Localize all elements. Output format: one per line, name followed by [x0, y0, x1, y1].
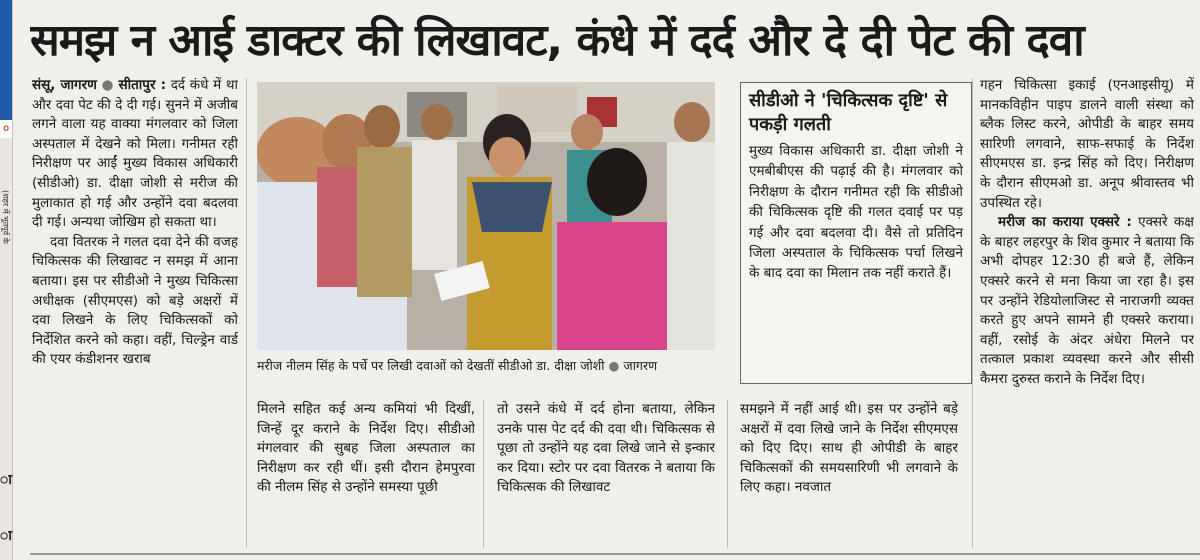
column-divider [483, 400, 484, 548]
byline-bullet-icon: ● [101, 77, 114, 93]
article-column-2: मिलने सहित कई अन्य कमियां भी दिखीं, जिन्हें दूर कराने के निर्देश दिए। सीडीओ मंगलवार की सुबह जिला अस्पताल का निरीक्षण कर रही थीं। इसी दौरान हेमपुरवा की नीलम सिंह से उन्होंने समस्या पूछी [257, 401, 475, 496]
page-edge-mark: o [0, 120, 12, 138]
article-column-5 [980, 76, 1194, 550]
headline: समझ न आई डाक्टर की लिखावट, कंधे में दर्द और दे दी पेट की दवा [30, 15, 1084, 66]
article-column-1 [32, 76, 238, 550]
page-edge-letter-1: ा [0, 472, 12, 488]
news-photo [257, 82, 715, 350]
col5-paragraph-1: गहन चिकित्सा इकाई (एनआइसीयू) में मानकविहीन पाइप डालने वाली संस्था को ब्लैक लिस्ट करने, ओपीडी के बाहर समय सारिणी लगवाने, साफ-सफाई के निर्देश सीएमएस डा. इन्द्र सिंह को दिए। निरीक्षण के दौरान सीएमओ डा. अनूप श्रीवास्तव भी उपस्थित रहे। [980, 77, 1194, 211]
page-edge-letter-2: ा [0, 528, 12, 544]
column-divider [246, 78, 247, 548]
photo-caption [257, 352, 715, 380]
sidebar-box-title: सीडीओ ने 'चिकित्सक दृष्टि' से पकड़ी गलती [749, 90, 948, 135]
article-column-4: समझने में नहीं आई थी। इस पर उन्होंने बड़े अक्षरों में दवा लिखे जाने के निर्देश सीएमएस को दिए दिए। साथ ही ओपीडी के बाहर चिकित्सकों की समयसारिणी भी लगवाने के लिए कहा। नवजात [740, 401, 958, 496]
sidebar-box [740, 82, 972, 384]
col5-paragraph-2: एक्सरे कक्ष के बाहर लहरपुर के शिव कुमार ने बताया कि अभी दोपहर 12:30 ही बजे हैं, लेकिन एक्सरे करने से मना किया जा रहा है। इस पर उन्होंने रेडियोलाजिस्ट से नाराजगी व्यक्त करते हुए अपने सामने ही एक्सरे कराया। वहीं, रसोई के अंदर अंधेरा मिलने पर तत्काल प्रकाश व्यवस्था करने और सीसी कैमरा दुरुस्त कराने के निर्देश दिए। [980, 214, 1194, 387]
col1-paragraph-1: दर्द कंधे में था और दवा पेट की दे दी गई। सुनने में अजीब लगने वाला यह वाक्या मंगलवार को जिला अस्पताल में देखने को मिला। गनीमत रही निरीक्षण पर आईं मुख्य विकास अधिकारी (सीडीओ) डा. दीक्षा जोशी से मरीज की मुलाकात हो गई और उन्होंने दवा बदलवा दी गई। अन्यथा जोखिम हो सकता था। [32, 77, 238, 231]
bottom-rule [30, 553, 1200, 555]
column-divider [972, 78, 973, 548]
byline-place: सीतापुर : [118, 77, 166, 93]
caption-bullet-icon: ● [608, 358, 620, 373]
col1-paragraph-2: दवा वितरक ने गलत दवा देने की वजह चिकित्सक की लिखावट न समझ में आना बताया। इस पर सीडीओ ने मुख्य चिकित्सा अधीक्षक (सीएमएस) को बड़े अक्षरों में दवा लिखने के लिए चिकित्सकों को निर्देशित करने को कहा। वहीं, चिल्ड्रेन वार्ड की एयर कंडीशनर खराब [32, 233, 238, 368]
photo-illustration [257, 82, 715, 350]
column-divider [727, 400, 728, 548]
subhead-xray: मरीज का कराया एक्सरे : [998, 214, 1132, 231]
photo-credit: जागरण [623, 358, 658, 373]
page-edge-vertical-text: (शहर में भूतपूर्व के [1, 190, 10, 244]
byline-source: संसू, जागरण [32, 77, 97, 93]
page-edge-color-band [0, 0, 12, 125]
article-column-3: तो उसने कंधे में दर्द होना बताया, लेकिन उनके पास पेट दर्द की दवा थी। चिकित्सक से पूछा तो उन्होंने यह दवा लिखे जाने से इन्कार कर दिया। स्टोर पर दवा वितरक ने बताया कि चिकित्सक की लिखावट [497, 401, 715, 496]
sidebar-box-body: मुख्य विकास अधिकारी डा. दीक्षा जोशी ने एमबीबीएस की पढ़ाई की है। मंगलवार को निरीक्षण के दौरान गनीमत रही कि सीडीओ की चिकित्सक दृष्टि की गलत दवाई पर पड़ गई और दवा बदलवा दी। वैसे तो प्रतिदिन जिला अस्पताल के चिकित्सक पर्चा लिखने के बाद दवा का मिलान तक नहीं कराते हैं। [749, 143, 963, 282]
photo-caption-text: मरीज नीलम सिंह के पर्चे पर लिखी दवाओं को देखतीं सीडीओ डा. दीक्षा जोशी [257, 358, 605, 373]
